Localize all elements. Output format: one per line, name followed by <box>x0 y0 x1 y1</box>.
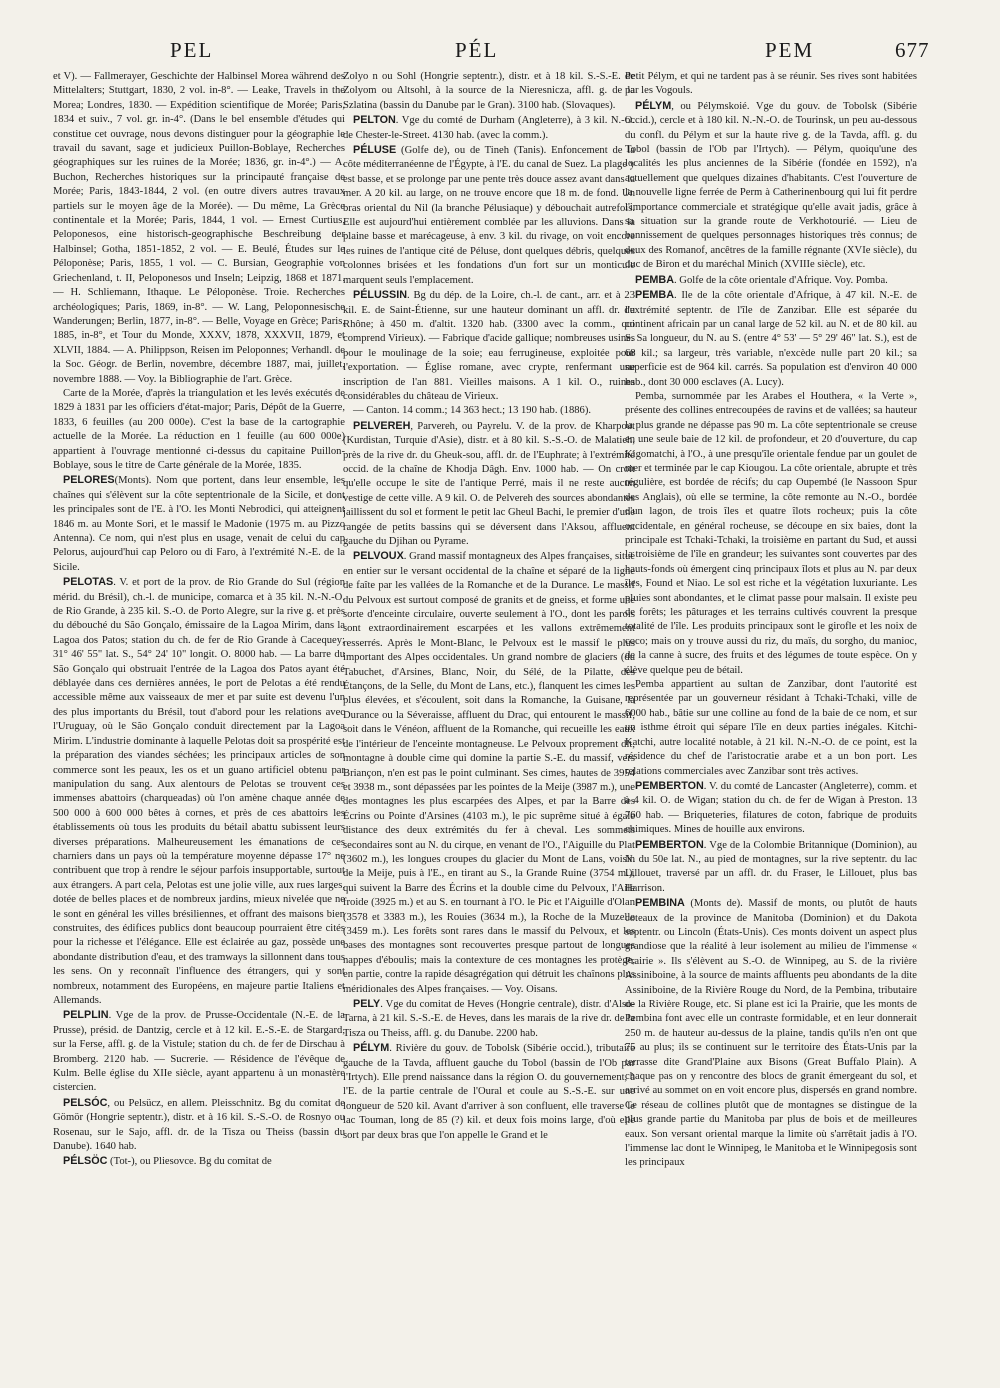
entry-headword: PELTON <box>353 114 396 127</box>
dictionary-entry <box>343 1041 635 1143</box>
entry-headword: PÉLUSSIN <box>353 289 407 302</box>
dictionary-entry <box>53 1008 345 1095</box>
entry-text: . Vge de la prov. de Prusse-Occidentale (N.-E. de la Prusse), présid. de Dantzig, cercle et à 12 kil. E.-S.-E. de Stargard, sur la Ferse, affl. g. de la Vistule; station du ch. de fer de Dirschau à Bromberg. 2120 hab. — Sucrerie. — Résidence de l'évêque de Kulm. Belle église du XIIe siècle, ayant appartenu à un monastère cistercien. <box>53 1010 345 1094</box>
header-center: PÉL <box>455 38 499 62</box>
entry-headword: PEMBA <box>635 289 674 302</box>
dictionary-entry <box>625 99 917 273</box>
entry-text: — Canton. 14 comm.; 14 363 hect.; 13 190 hab. (1886). <box>353 405 592 417</box>
entry-headword: PELY <box>353 998 381 1010</box>
dictionary-entry <box>53 1154 345 1169</box>
dictionary-entry <box>53 473 345 575</box>
dictionary-entry <box>625 678 917 779</box>
entry-headword: PEMBERTON <box>635 838 704 851</box>
entry-headword: PEMBERTON <box>635 779 704 792</box>
page-header <box>0 38 1000 68</box>
entry-headword: PEMBA <box>635 273 674 286</box>
column-3 <box>625 70 917 1370</box>
dictionary-entry <box>625 779 917 838</box>
entry-headword: PÉLYM <box>353 1042 390 1055</box>
dictionary-entry <box>625 70 917 99</box>
column-1 <box>53 70 345 1370</box>
dictionary-entry <box>625 896 917 1171</box>
entry-text: Carte de la Morée, d'après la triangulation et les levés exécutés de 1829 à 1831 par les officiers d'état-major; Paris, Dépôt de la Guerre, 1833, 6 feuilles (au 200 000e). C'est la base de la cartographie actuelle de la Morée. La réduction en 1 feuille (au 600 000e) appartient à l'ouvrage mentionné ci-dessus du capitaine Puillon-Boblaye, sous le titre de Carte générale de la Morée, 1835. <box>53 387 345 471</box>
entry-headword: PEMBINA <box>635 897 685 910</box>
dictionary-entry <box>53 387 345 473</box>
entry-text: Zolyo n ou Sohl (Hongrie septentr.), distr. et à 18 kil. S.-S.-E. de Zolyom ou Altsohl, à la source de la Nieresnicza, affl. g. de la Szlatina (bassin du Danube par le Gran). 3100 hab. (Slovaques). <box>343 71 635 111</box>
dictionary-entry <box>53 70 345 387</box>
entry-text: Pemba appartient au sultan de Zanzibar, dont l'autorité est représentée par un gouverneur résidant à Tchaki-Tchaki, ville de 6000 hab., bâtie sur une colline au fond de la baie de ce nom, et sur un isthme étroit qui sépare l'île en deux parties inégales. Kitchi-Katchi, autre localité notable, à 21 kil. N.-N.-O. de ce point, est la résidence du chef de l'aristocratie arabe et a un bon port. Les relations commerciales avec Zanzibar sont très actives. <box>625 679 917 777</box>
column-2 <box>343 70 635 1370</box>
dictionary-entry <box>343 997 635 1041</box>
entry-headword: PELORES <box>63 474 115 487</box>
entry-text: . Grand massif montagneux des Alpes françaises, situé en entier sur le versant occidental de la chaîne et séparé de la ligne de faîte par les vallées de la Romanche et de la Durance. Le massif du Pelvoux est surtout composé de granits et de gneiss, et forme une sorte d'enceinte circulaire, ouverte seulement à l'O., dont les parois sont extraordinairement escarpées et les vallons extrêmement resserrés. Après le Mont-Blanc, le Pelvoux est le massif le plus important des Alpes occidentales. Un grand nombre de glaciers (du Tabuchet, d'Arsines, Blanc, Noir, du Sélé, de la Pilatte, des Étançons, de la Selle, du Mont de Lans, etc.), flanquent les cimes les plus élevées, et s'écoulent, soit dans la Romanche, la Guisane, la Durance ou la Séveraisse, affluent du Drac, qui entourent le massif, soit dans le Vénéon, affluent de la Romanche, qui recueille les eaux de l'intérieur de l'enceinte montagneuse. Le Pelvoux proprement dit, montagne à double cime qui domine la partie S.-E. du massif, vers Briançon, n'en est pas le point culminant. Ses cimes, hautes de 3954 et 3938 m., sont dépassées par les pointes de la Meije (3987 m.), une des montagnes les plus escarpées des Alpes, et par la Barre des Écrins ou Pointe d'Arsines (4103 m.), le pic suprême situé à égale distance des deux extrémités du fer à cheval. Les sommets secondaires sont au N. du cirque, en venant de l'O., l'Aiguille du Plat (3602 m.), les longues croupes du glacier du Mont de Lans, voisin de la Meije, puis à l'E., en tirant au S., la Grande Ruine (3754 m.), qui suivent la Barre des Écrins et la double cime du Pelvoux, l'Aile froide (3925 m.) et au S. en tournant à l'O. le Pic et l'Aiguille d'Olan (3578 et 3383 m.), les Rouies (3634 m.), la Roche de la Muzelle (3459 m.). Les forêts sont rares dans le massif du Pelvoux, et les bases des montagnes sont recouvertes presque partout de longues nappes d'éboulis; mais la contexture de ces montagnes les protège, en partie, contre la rapide désagrégation qui détruit les chaînons plus méridionales des Alpes françaises. — Voy. Oisans. <box>343 551 635 995</box>
entry-text: . Bg du dép. de la Loire, ch.-l. de cant., arr. et à 23 kil. E. de Saint-Étienne, sur une hauteur dominant un affl. dr. du Rhône; à 450 m. d'altit. 1320 hab. (3300 avec la comm., qui comprend Virieux). — Fabrique d'acide gallique; nombreuses usines pour le moulinage de la soie; eau ferrugineuse, exploitée pour l'exportation. — Église romane, avec crypte, renfermant une inscription de l'an 881. Vieilles maisons. A 1 kil. O., ruines considérables du château de Virieux. <box>343 290 635 402</box>
dictionary-entry <box>53 1096 345 1155</box>
header-left: PEL <box>170 38 214 62</box>
entry-headword: PELSÓC <box>63 1096 108 1109</box>
dictionary-entry <box>625 390 917 678</box>
entry-headword: PELVOUX <box>353 550 404 563</box>
entry-text: Petit Pélym, et qui ne tardent pas à se réunir. Ses rives sont habitées par les Vogouls. <box>625 71 917 97</box>
entry-text: . Ile de la côte orientale d'Afrique, à 47 kil. N.-E. de l'extrémité septentr. de l'île de Zanzibar. Elle est séparée du continent africain par un canal large de 52 kil. au N. et de 80 kil. au S. Sa longueur, du N. au S. (entre 4° 53' — 5° 29' 46" lat. S.), est de 68 kil.; sa largeur, très variable, n'excède nulle part 20 kil.; sa superficie est de 964 kil. carrés. Sa population est d'environ 40 000 hab., dont 30 000 esclaves (A. Lucy). <box>625 290 917 388</box>
entry-text: . V. du comté de Lancaster (Angleterre), comm. et à 4 kil. O. de Wigan; station du ch. de fer de Wigan à Preston. 13 760 hab. — Briqueteries, filatures de coton, fabrique de produits chimiques. Mines de houille aux environs. <box>625 780 917 836</box>
entry-text: . Vge du comitat de Heves (Hongrie centrale), distr. d'Also-Tarna, à 21 kil. S.-S.-E. de Heves, dans les marais de la rive dr. de la Tisza ou Theiss, affl. g. du Danube. 2200 hab. <box>343 999 635 1039</box>
entry-text: et V). — Fallmerayer, Geschichte der Halbinsel Morea während des Mittelalters; Stuttgart, 1830, 2 vol. in-8°. — Leake, Travels in the Morea; Londres, 1830. — Expédition scientifique de Morée; Paris, 1834 et suiv., 7 vol. gr. in-4°. (Dans le bel ensemble d'études qui constitue cet ouvrage, nous devons distinguer pour la géographie le travail du savant, sage et judicieux Puillon-Boblaye, Recherches géographiques sur les ruines de la Morée; 1836, gr. in-4°.) — A. Buchon, Recherches historiques sur la principauté française de Morée; Paris, 1843-1844, 2 vol. (en outre divers autres travaux partiels sur le moyen âge de la Morée). — Du même, La Grèce continentale et la Morée; Paris, 1844, 1 vol. — Ernest Curtius, Peloponesos, eine historisch-geographische Beschreibung der Halbinsel; Gotha, 1851-1852, 2 vol. — E. Beulé, Études sur le Péloponèse; Paris, 1855, 1 vol. — C. Bursian, Geographie von Griechenland, t. II, Peloponesos und Inseln; Leipzig, 1868 et 1871. — H. Schliemann, Ithaque. Le Péloponèse. Troie. Recherches archéologiques; Paris, 1869, in-8°. — W. Lang, Peloponnesische Wanderungen; Berlin, 1877, in-8°. — Belle, Voyage en Grèce; Paris, 1885, in-8°, et Tour du Monde, XXXV, 1878, XXXVII, 1879, et XLVII, 1884. — A. Philippson, Reisen im Peloponnes; Verhandl. de la Soc. Géogr. de Berlin, novembre, décembre 1887, mai, juillet, novembre 1888. — Voy. la Bibliographie de l'art. Grèce. <box>53 71 345 385</box>
entry-text: Pemba, surnommée par les Arabes el Houthera, « la Verte », présente des collines entrecoupées de ravins et de vallées; sa hauteur la plus grande ne dépasse pas 90 m. La côte septentrionale se creuse en une seule baie de 12 kil. de profondeur, et 20 d'ouverture, du cap Kigomatchi, à l'O., à une presqu'île orientale fendue par un goulet de mer et terminée par le cap Kiougou. La côte orientale, abrupte et très régulière, est bordée de récifs; du cap Oupembé (le Nassoon Spur des Anglais), où elle se termine, la côte remonte au N.-O., bordée d'un lagon, de trois îles et quatre îlots rocheux; puis la côte occidentale, en général rocheuse, se découpe en six baies, dont la principale est Tchaki-Tchaki, la troisième en partant du Sud, et aussi la troisième de l'île en grandeur; les suivantes sont couvertes par des hauts-fonds où émergent cinq principaux îlots et plus au N. par deux îles, Found et Niao. Le sol est riche et la végétation luxuriante. Les pluies sont abondantes, et le climat passe pour malsain. Il existe peu de forêts; les pâturages et les terrains cultivés couvrent la presque totalité de l'île. Les produits principaux sont le girofle et les noix de coco; mais on y trouve aussi du riz, du maïs, du sorgho, du manioc, de la canne à sucre, des fruits et des légumes de toute espèce. On y élève quelque peu de bétail. <box>625 390 917 676</box>
entry-headword: PELOTAS <box>63 576 114 589</box>
entry-headword: PELVEREH <box>353 419 411 432</box>
dictionary-entry <box>343 70 635 113</box>
dictionary-entry <box>343 549 635 997</box>
entry-text: (Tot-), ou Pliesovce. Bg du comitat de <box>107 1156 272 1168</box>
dictionary-entry <box>625 838 917 897</box>
header-right: PEM <box>765 38 815 62</box>
entry-text: , ou Pelsücz, en allem. Pleisschnitz. Bg du comitat de Gömör (Hongrie septentr.), distr. et à 16 kil. S.-S.-O. de Rosnyo ou Rosenau, sur le Sajo, affl. dr. de la Tisza ou Theiss (bassin du Danube). 1640 hab. <box>53 1097 345 1153</box>
entry-text: , ou Pélymskoié. Vge du gouv. de Tobolsk (Sibérie occid.), cercle et à 180 kil. N.-N.-O. de Tourinsk, un peu au-dessous du confl. du Pélym et sur la haute rive g. de la Tavda, affl. g. du Tobol (bassin de l'Ob par l'Irtych). — Pélym, quoiqu'une des localités les plus anciennes de la Sibérie (fondée en 1592), n'a actuellement que quelques dizaines d'habitants. C'est l'ouverture de la nouvelle ligne ferrée de Perm à Catherinenbourg qui lui fit perdre l'importance commerciale et stratégique qu'elle avait jadis, grâce à sa situation sur la grande route de Verkhotourié. — Lieu de bannissement de quelques personnages historiques très connus; de deux des Romanof, ancêtres de la famille régnante (XVIe siècle), du duc de Biron et du maréchal Minich (XVIIIe siècle), etc. <box>625 100 917 271</box>
dictionary-entry <box>625 288 917 390</box>
entry-text: . V. et port de la prov. de Rio Grande do Sul (région mérid. du Brésil), ch.-l. de municipe, comarca et à 35 kil. N.-N.-O. de Rio Grande, à 235 kil. S.-O. de Porto Alegre, sur la rive g. et près du débouché du São Gonçalo, émissaire de la Lagoa Mirim, dans la Lagoa dos Patos; station du ch. de fer de Rio Grande à Cacequey; 31° 46' 55" lat. S., 54° 24' 10" longit. O. 8000 hab. — La barre du São Gonçalo qui obstruait l'entrée de la Lagoa dos Patos ayant été déblayée dans ces dernières années, le port de Pelotas a été rendu accessible même aux vaisseaux de mer et par suite est devenu l'un des plus importants du Brésil, tout d'abord pour les relations avec l'Uruguay, où le São Gonçalo conduit directement par la Lagoa Mirim. L'industrie dominante à laquelle Pelotas doit sa prospérité est la préparation des viandes séchées; les principaux articles de son commerce sont les peaux, les os et un guano artificiel obtenu par manipulation du sang. Aux alentours de Pelotas se trouvent ces immenses abattoirs (charqueadas) où l'on amène chaque année de 500 000 à 600 000 bêtes à cornes, et près de ces abattoirs les établissements où tous les produits du bétail abattu subissent leurs diverses préparations. Malheureusement les émanations de ces charniers dans un pays où la température moyenne dépasse 17° ne contribuent que trop à rendre le séjour parfois insupportable, surtout aux étrangers. A part cela, Pelotas est une jolie ville, aux rues larges, dotée de belles places et de nombreux jardins, mieux nivelée que ne le sont en général les villes brésiliennes, et offrant des maisons bien construites, des édifices publics dont beaucoup pourraient être cités pour la richesse et l'élégance. Elle est éclairée au gaz, possède une abondante distribution d'eau, et des tramways la sillonnent dans tous les sens. On y reconnaît l'influence des étrangers, qui y sont nombreux, notamment des Européens, en majeure partie Italiens et Allemands. <box>53 577 345 1006</box>
dictionary-entry <box>625 273 917 288</box>
dictionary-entry <box>343 404 635 418</box>
entry-headword: PÉLYM <box>635 99 672 112</box>
dictionary-entry <box>343 288 635 404</box>
page-number: 677 <box>895 38 930 62</box>
entry-text: . Vge de la Colombie Britannique (Dominion), au N. du 50e lat. N., au pied de montagnes, sur la rive septentr. du lac Lillouet, traversé par un affl. dr. du Fraser, le Lillouet, plus bas Harrison. <box>625 839 917 894</box>
entry-text: , Parvereh, ou Payrelu. V. de la prov. de Kharpout (Kurdistan, Turquie d'Asie), distr. et à 80 kil. S.-S.-O. de Malatieh, près de la rive dr. du Gheuk-sou, affl. dr. de l'Euphrate; à l'extrémité occid. de la chaîne de Khodja Dâgh. Env. 1000 hab. — On croit qu'elle occupe le site de l'antique Perré, mais il ne reste aucun vestige de cette ville. A 9 kil. O. de Pelvereh des sources abondantes jaillissent du sol et forment le petit lac Gheul Bachi, le premier d'une rangée de petits bassins qui se déversent dans l'Aksou, affluent gauche du Djihan ou Pyrame. <box>343 420 635 547</box>
dictionary-entry <box>343 419 635 550</box>
entry-text: (Golfe de), ou de Tineh (Tanis). Enfoncement de la côte méditerranéenne de l'Égypte, à l'E. du canal de Suez. La plage y est basse, et se prolonge par une pente très douce assez avant dans la mer. A 20 kil. au large, on ne trouve encore que 18 m. de fond. Un bras oriental du Nil (la branche Pélusiaque) y débouchait autrefois. Elle est aujourd'hui entièrement comblée par les alluvions. Dans la plaine basse et marécageuse, à env. 3 kil. du rivage, on voit encore les ruines de l'antique cité de Péluse, dont quelques débris, quelques colonnes brisées et les fondations d'un fort sur un monticule marquent seuls l'emplacement. <box>343 145 635 286</box>
entry-text: (Monts de). Massif de monts, ou plutôt de hauts coteaux de la province de Manitoba (Dominion) et du Dakota septentr. ou Lincoln (États-Unis). Ces monts doivent un aspect plus grandiose que la réalité à leur isolement au milieu de l'immense « Prairie ». Ils s'élèvent au S.-O. de Winnipeg, au S. de la rivière Assiniboine, à la source de maints affluents peu abondants de la dite Assiniboine, de la Rivière Rouge du Nord, de la Pembina, tributaire de la Rivière Rouge, etc. Si plane est ici la Prairie, que les monts de Pembina font avec elle un contraste formidable, et en leur donnerait 250 m. de hauteur au-dessus de la plaine, tandis qu'ils n'en ont que 75 au plus; ils se continuent sur le territoire des États-Unis par la terrasse dite Grand'Plaine aux Bisons (Great Buffalo Plain). A chaque pas on y rencontre des blocs de granit émergeant du sol, et arrivé au sommet on en voit encore plus, dispersés en grand nombre. Ce réseau de collines plutôt que de montagnes se distingue de la plus grande partie du Manitoba par plus de bois et de meilleures eaux. Son versant oriental marque la limite où s'arrêtait jadis à l'O. l'immense lac dont le Winnipeg, le Manitoba et le Winnipegosis sont les principaux <box>625 898 917 1169</box>
entry-text: (Monts). Nom que portent, dans leur ensemble, les chaînes qui s'élèvent sur la côte septentrionale de la Sicile, et dont les principales sont de l'E. à l'O. les Monti Nebrodici, qui atteignent 1846 m. au Monte Sori, et le massif le Madonie (1975 m. au Pizzo Antenna). Ce nom, qui n'est plus en usage, venait de celui du cap Pelorus, aujourd'hui cap Peloro ou di Faro, à l'extrémité N.-E. de la Sicile. <box>53 475 345 573</box>
entry-text: . Golfe de la côte orientale d'Afrique. Voy. Pomba. <box>674 274 888 286</box>
entry-text: . Vge du comté de Durham (Angleterre), à 3 kil. N.-O. de Chester-le-Street. 4130 hab. (avec la comm.). <box>343 115 635 141</box>
entry-headword: PÉLSÖC <box>63 1155 108 1168</box>
dictionary-entry <box>343 143 635 288</box>
dictionary-entry <box>343 113 635 143</box>
entry-headword: PÉLUSE <box>353 144 397 157</box>
entry-text: . Rivière du gouv. de Tobolsk (Sibérie occid.), tributaire gauche de la Tavda, affluent gauche du Tobol (bassin de l'Ob par l'Irtych). Elle prend naissance dans la région O. du gouvernement, à l'E. de la partie centrale de l'Oural et coule au S.-S.-E. sur une longueur de 520 kil. Avant d'arriver à son confluent, elle traverse le lac Touman, long de 85 (?) kil. et deux fois moins large, d'où elle sort par deux bras que l'on appelle le Grand et le <box>343 1043 635 1141</box>
entry-headword: PELPLIN <box>63 1009 109 1022</box>
dictionary-entry <box>53 575 345 1008</box>
